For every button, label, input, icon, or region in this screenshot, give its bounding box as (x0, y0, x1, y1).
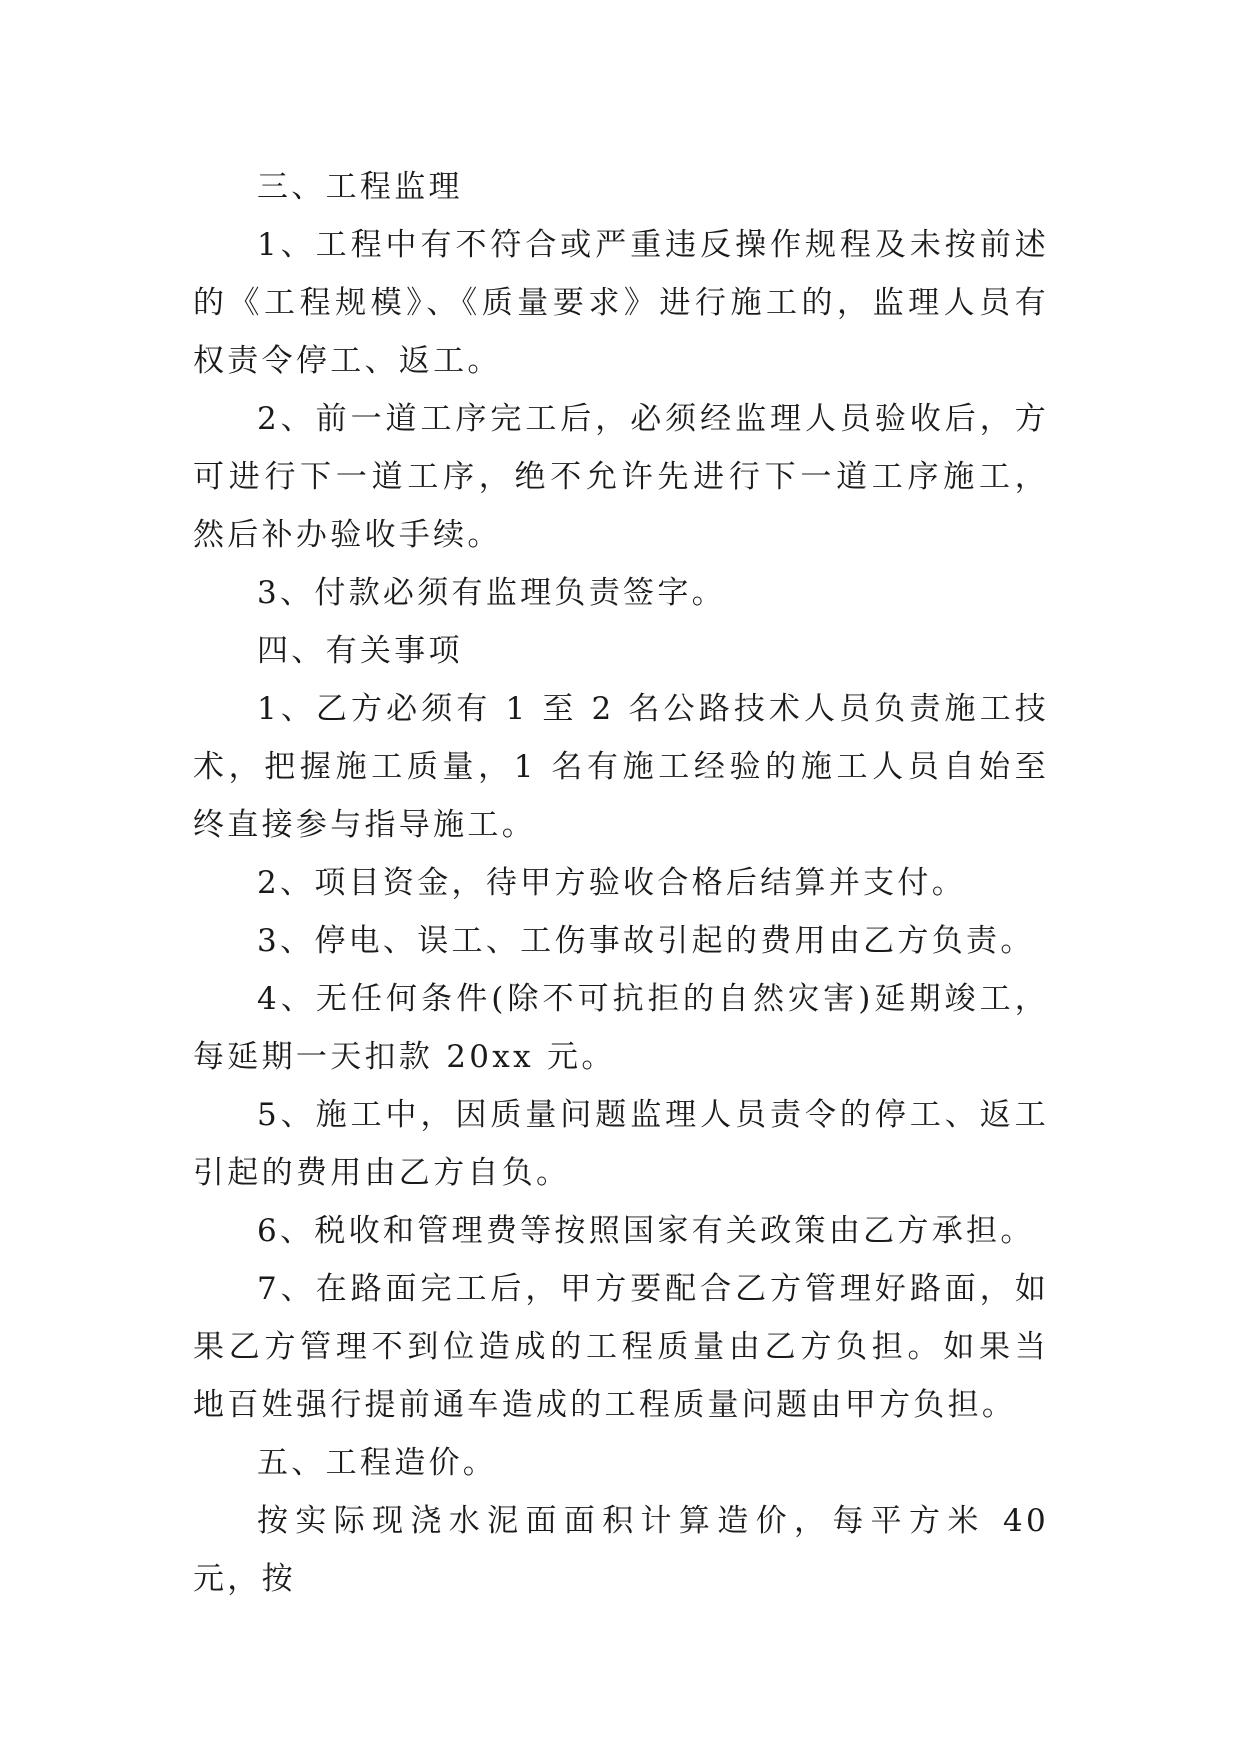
paragraph: 2、项目资金，待甲方验收合格后结算并支付。 (257, 865, 967, 901)
paragraph: 1、乙方必须有 1 至 2 名公路技术人员负责施工技术，把握施工质量，1 名有施工经验的施工人员自始至终直接参与指导施工。 (193, 691, 1049, 843)
section-heading-project-cost: 五、工程造价。 (257, 1445, 498, 1481)
paragraph: 3、停电、误工、工伤事故引起的费用由乙方负责。 (257, 923, 1035, 959)
section-heading-related-matters: 四、有关事项 (257, 633, 463, 669)
paragraph: 7、在路面完工后，甲方要配合乙方管理好路面，如果乙方管理不到位造成的工程质量由乙方负担。如果当地百姓强行提前通车造成的工程质量问题由甲方负担。 (193, 1271, 1049, 1423)
paragraph: 4、无任何条件(除不可抗拒的自然灾害)延期竣工，每延期一天扣款 20xx 元。 (193, 981, 1049, 1075)
paragraph: 2、前一道工序完工后，必须经监理人员验收后，方可进行下一道工序，绝不允许先进行下一道工序施工，然后补办验收手续。 (193, 401, 1049, 553)
paragraph: 3、付款必须有监理负责签字。 (257, 575, 726, 611)
paragraph: 1、工程中有不符合或严重违反操作规程及未按前述的《工程规模》、《质量要求》进行施工的，监理人员有权责令停工、返工。 (193, 227, 1049, 379)
paragraph: 5、施工中，因质量问题监理人员责令的停工、返工引起的费用由乙方自负。 (193, 1097, 1049, 1191)
paragraph: 6、税收和管理费等按照国家有关政策由乙方承担。 (257, 1213, 1035, 1249)
document-body (193, 158, 1049, 1608)
section-heading-supervision: 三、工程监理 (257, 169, 463, 205)
paragraph: 按实际现浇水泥面面积计算造价，每平方米 40 元，按 (193, 1503, 1049, 1597)
